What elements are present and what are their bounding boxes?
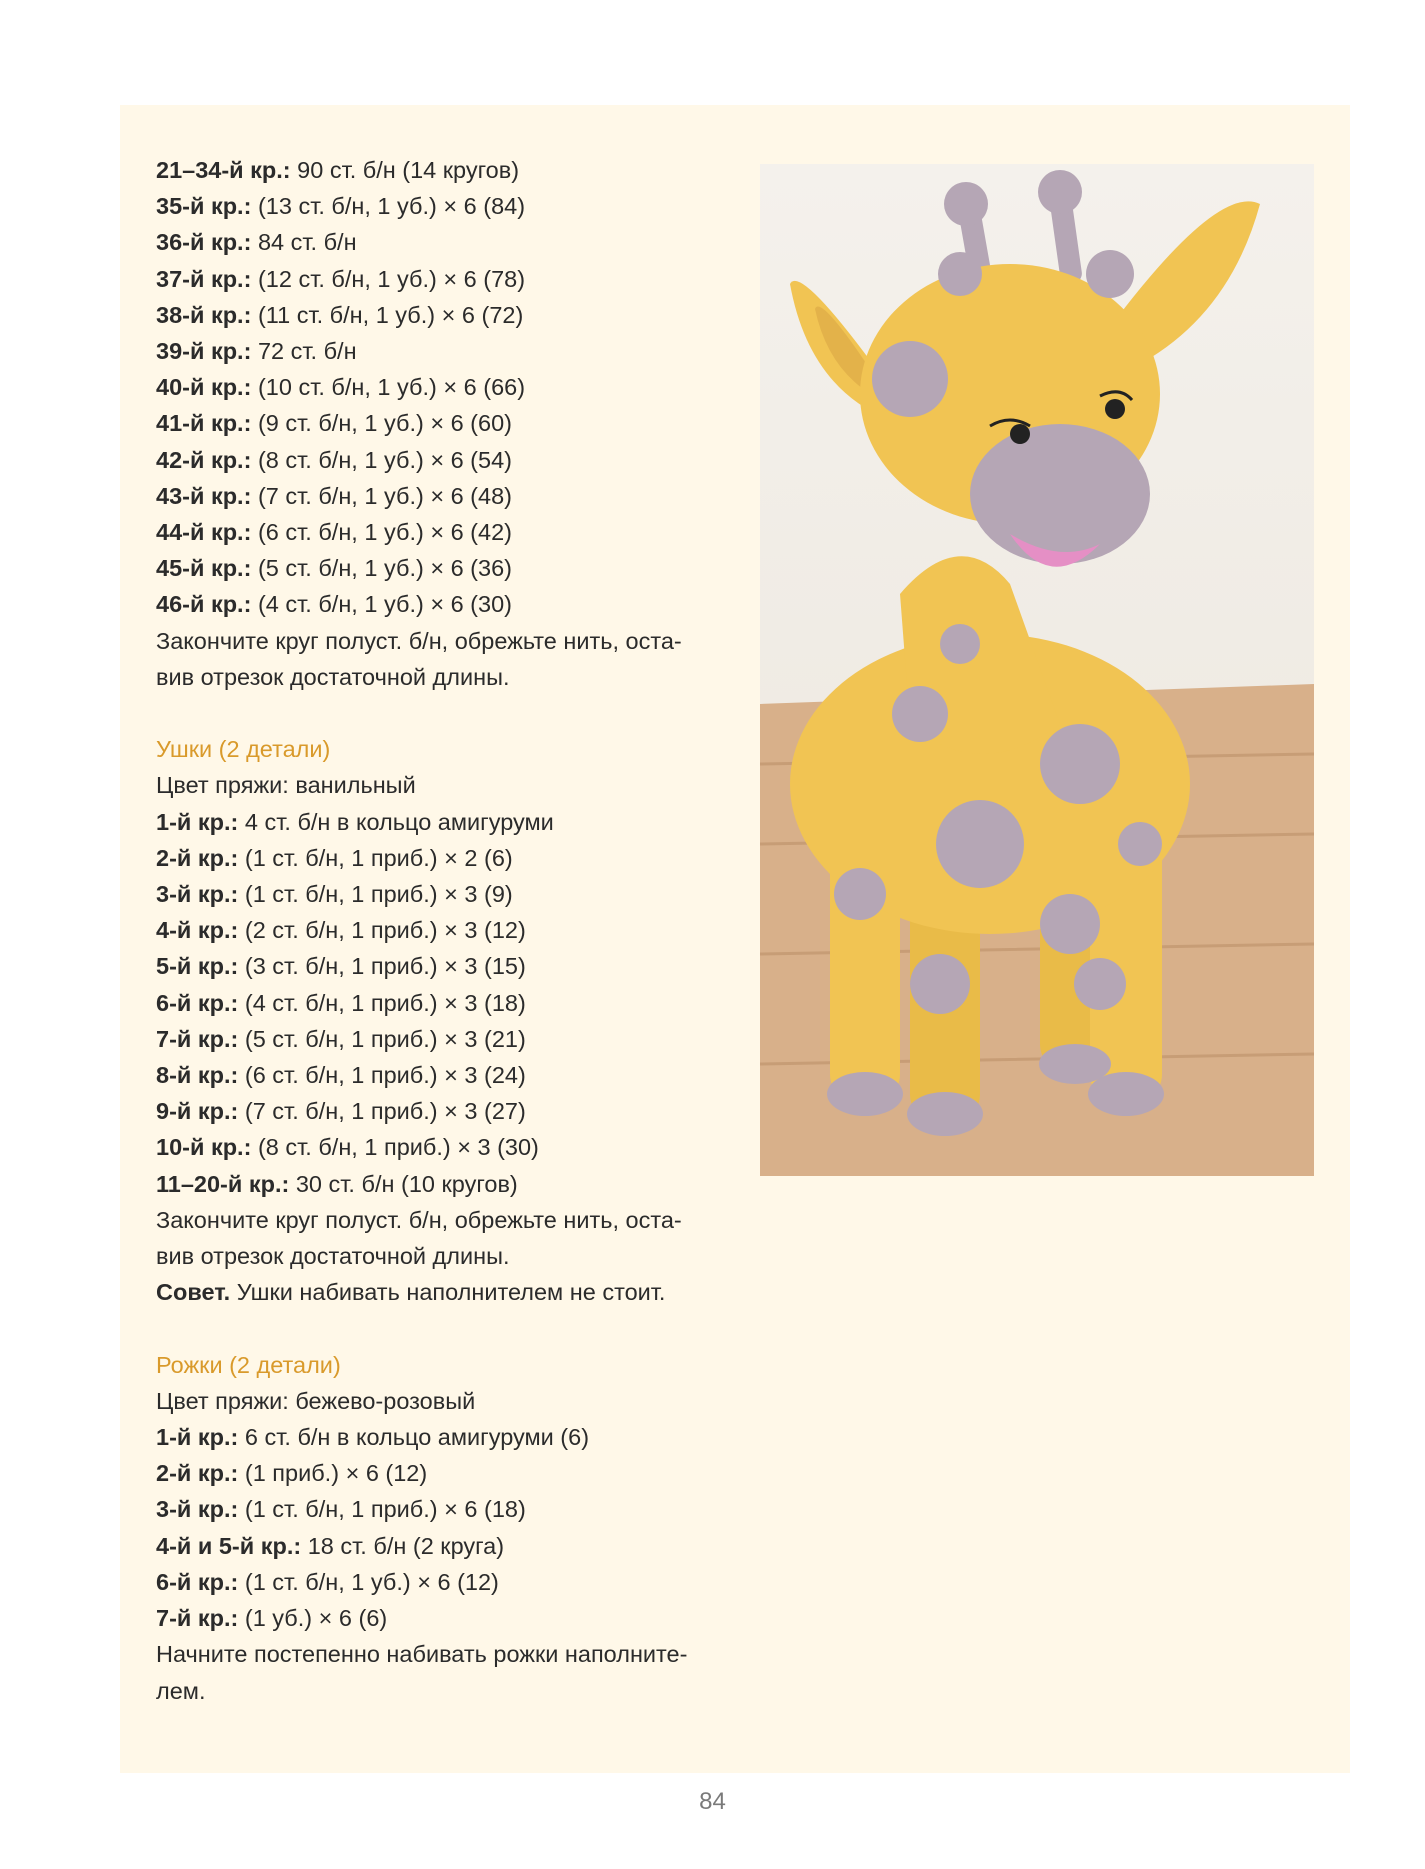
round-instruction: (9 ст. б/н, 1 уб.) × 6 (60) [251, 410, 512, 437]
round-instruction: (1 уб.) × 6 (6) [238, 1605, 388, 1632]
pattern-line [156, 985, 716, 1021]
round-label: 7-й кр.: [156, 1025, 239, 1052]
pattern-line [156, 876, 716, 912]
pattern-line [156, 1057, 716, 1093]
pattern-line [156, 369, 716, 405]
round-instruction: (4 ст. б/н, 1 приб.) × 3 (18) [238, 989, 526, 1016]
round-label: 43-й кр.: [156, 482, 252, 509]
round-instruction: Закончите круг полуст. б/н, обрежьте нить, оста- [156, 627, 682, 654]
ears-heading: Ушки (2 детали) [156, 736, 331, 763]
round-instruction: (13 ст. б/н, 1 уб.) × 6 (84) [251, 193, 526, 220]
horns-yarn-color: Цвет пряжи: бежево-розовый [156, 1387, 476, 1414]
pattern-line [156, 1202, 716, 1238]
round-instruction: (11 ст. б/н, 1 уб.) × 6 (72) [251, 301, 524, 328]
pattern-line [156, 224, 716, 260]
pattern-line [156, 1491, 716, 1527]
page-number: 84 [699, 1788, 726, 1815]
pattern-line [156, 623, 716, 659]
round-instruction: 30 ст. б/н (10 кругов) [289, 1170, 518, 1197]
pattern-line [156, 1564, 716, 1600]
round-instruction: 18 ст. б/н (2 круга) [301, 1532, 505, 1559]
pattern-line [156, 804, 716, 840]
pattern-text-column [156, 152, 716, 1709]
round-instruction: (8 ст. б/н, 1 уб.) × 6 (54) [251, 446, 512, 473]
round-instruction: (7 ст. б/н, 1 приб.) × 3 (27) [238, 1098, 526, 1125]
pattern-line [156, 586, 716, 622]
round-label: 45-й кр.: [156, 555, 252, 582]
round-label: 4-й и 5-й кр.: [156, 1532, 302, 1559]
body-rounds-list [156, 152, 716, 695]
giraffe-eye [1105, 399, 1125, 419]
pattern-line [156, 1636, 716, 1672]
horns-rounds-list [156, 1419, 716, 1709]
round-instruction: Закончите круг полуст. б/н, обрежьте нить, оста- [156, 1206, 682, 1233]
pattern-line [156, 840, 716, 876]
pattern-line [156, 478, 716, 514]
pattern-line [156, 550, 716, 586]
round-label: 41-й кр.: [156, 410, 252, 437]
pattern-line [156, 912, 716, 948]
round-label: 1-й кр.: [156, 1424, 239, 1451]
round-label: 37-й кр.: [156, 265, 252, 292]
round-label: 2-й кр.: [156, 1460, 239, 1487]
round-label: 7-й кр.: [156, 1605, 239, 1632]
round-instruction: (1 ст. б/н, 1 приб.) × 6 (18) [238, 1496, 526, 1523]
round-instruction: (6 ст. б/н, 1 приб.) × 3 (24) [238, 1062, 526, 1089]
round-label: 39-й кр.: [156, 338, 252, 365]
round-label: 9-й кр.: [156, 1098, 239, 1125]
round-instruction: вив отрезок достаточной длины. [156, 663, 510, 690]
pattern-line [156, 1238, 716, 1274]
round-instruction: (2 ст. б/н, 1 приб.) × 3 (12) [238, 917, 526, 944]
round-instruction: 6 ст. б/н в кольцо амигуруми (6) [238, 1424, 590, 1451]
round-instruction: 90 ст. б/н (14 кругов) [290, 157, 520, 183]
round-label: 2-й кр.: [156, 844, 239, 871]
pattern-line [156, 1528, 716, 1564]
round-label: 46-й кр.: [156, 591, 252, 618]
round-instruction: (5 ст. б/н, 1 приб.) × 3 (21) [238, 1025, 526, 1052]
round-instruction: (1 ст. б/н, 1 приб.) × 2 (6) [238, 844, 513, 871]
pattern-line [156, 1274, 716, 1310]
round-instruction: 84 ст. б/н [251, 229, 357, 256]
round-label: 40-й кр.: [156, 374, 252, 401]
round-instruction: вив отрезок достаточной длины. [156, 1243, 510, 1270]
pattern-line [156, 442, 716, 478]
round-instruction: (5 ст. б/н, 1 уб.) × 6 (36) [251, 555, 512, 582]
round-instruction: (10 ст. б/н, 1 уб.) × 6 (66) [251, 374, 526, 401]
pattern-line [156, 152, 716, 188]
round-instruction: (1 ст. б/н, 1 уб.) × 6 (12) [238, 1568, 499, 1595]
round-label: 1-й кр.: [156, 808, 239, 835]
pattern-line [156, 948, 716, 984]
round-label: 8-й кр.: [156, 1062, 239, 1089]
pattern-line [156, 1419, 716, 1455]
round-instruction: (6 ст. б/н, 1 уб.) × 6 (42) [251, 519, 512, 546]
round-instruction: лем. [156, 1677, 206, 1704]
round-label: 38-й кр.: [156, 301, 252, 328]
round-label: 10-й кр.: [156, 1134, 252, 1161]
round-instruction: Ушки набивать наполнителем не стоит. [230, 1279, 666, 1306]
round-instruction: (4 ст. б/н, 1 уб.) × 6 (30) [251, 591, 512, 618]
round-label: 5-й кр.: [156, 953, 239, 980]
pattern-line [156, 188, 716, 224]
round-label: 3-й кр.: [156, 1496, 239, 1523]
pattern-line [156, 514, 716, 550]
round-label: 3-й кр.: [156, 881, 239, 908]
round-label: 11–20-й кр.: [156, 1170, 290, 1197]
ears-rounds-list [156, 804, 716, 1311]
pattern-line [156, 1093, 716, 1129]
giraffe-snout [970, 424, 1150, 564]
giraffe-eye [1010, 424, 1030, 444]
round-label: 6-й кр.: [156, 989, 239, 1016]
round-label: 35-й кр.: [156, 193, 252, 220]
pattern-line [156, 659, 716, 695]
pattern-line [156, 1166, 716, 1202]
round-label: 6-й кр.: [156, 1568, 239, 1595]
round-label: 4-й кр.: [156, 917, 239, 944]
round-label: 44-й кр.: [156, 519, 252, 546]
round-instruction: (1 приб.) × 6 (12) [238, 1460, 428, 1487]
pattern-line [156, 333, 716, 369]
pattern-line [156, 297, 716, 333]
round-instruction: (12 ст. б/н, 1 уб.) × 6 (78) [251, 265, 526, 292]
pattern-line [156, 1600, 716, 1636]
pattern-line [156, 1455, 716, 1491]
round-label: 36-й кр.: [156, 229, 252, 256]
ears-yarn-color: Цвет пряжи: ванильный [156, 772, 416, 799]
round-instruction: (3 ст. б/н, 1 приб.) × 3 (15) [238, 953, 526, 980]
pattern-line [156, 261, 716, 297]
giraffe-illustration [760, 164, 1314, 1176]
round-label: 42-й кр.: [156, 446, 252, 473]
pattern-line [156, 1129, 716, 1165]
round-instruction: (1 ст. б/н, 1 приб.) × 3 (9) [238, 881, 513, 908]
pattern-line [156, 1021, 716, 1057]
giraffe-photo [760, 164, 1314, 1176]
round-instruction: Начните постепенно набивать рожки наполните- [156, 1641, 688, 1668]
round-instruction: (8 ст. б/н, 1 приб.) × 3 (30) [251, 1134, 539, 1161]
pattern-line [156, 405, 716, 441]
round-instruction: (7 ст. б/н, 1 уб.) × 6 (48) [251, 482, 512, 509]
round-label: 21–34-й кр.: [156, 157, 291, 183]
pattern-line [156, 1673, 716, 1709]
horns-heading: Рожки (2 детали) [156, 1351, 341, 1378]
round-label: Совет. [156, 1279, 231, 1306]
round-instruction: 4 ст. б/н в кольцо амигуруми [238, 808, 554, 835]
round-instruction: 72 ст. б/н [251, 338, 357, 365]
